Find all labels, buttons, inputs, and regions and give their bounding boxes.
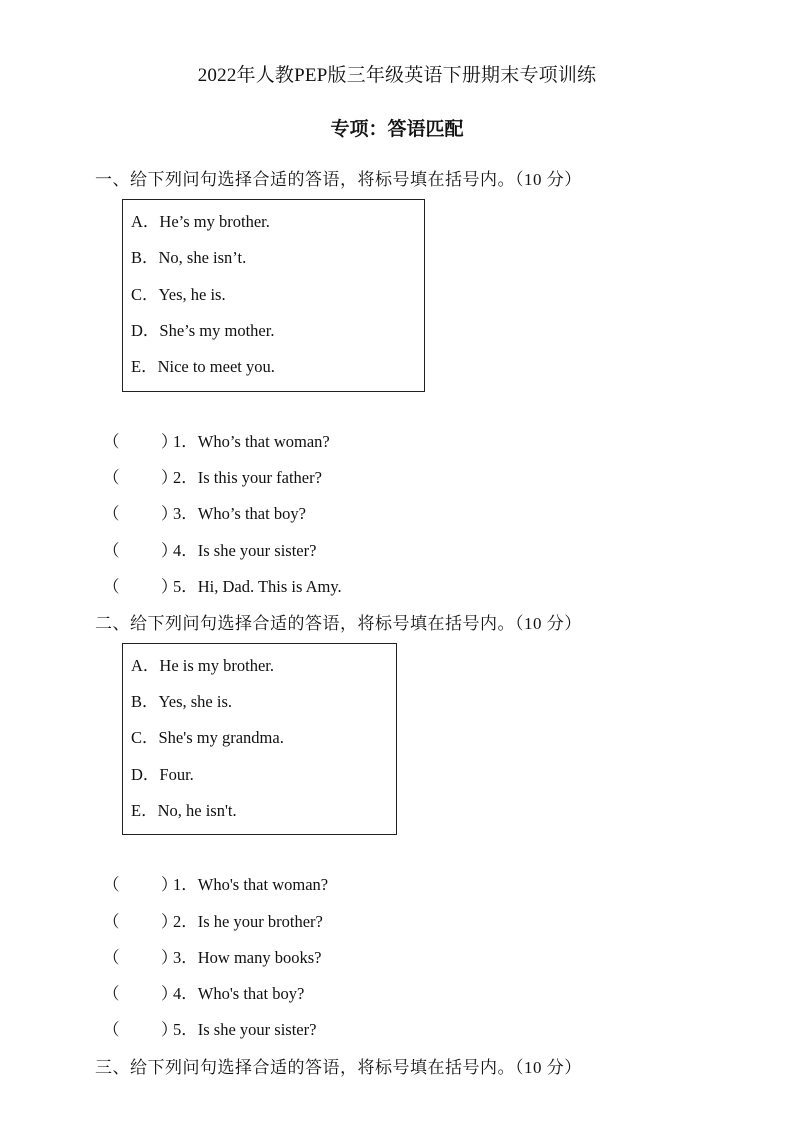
answer-paren-right: ） bbox=[161, 984, 178, 1003]
answer-paren-left: （ bbox=[103, 984, 120, 1003]
option: E．Nice to meet you. bbox=[131, 357, 275, 376]
answer-paren-right: ） bbox=[161, 912, 178, 931]
answer-paren-left: （ bbox=[103, 948, 120, 967]
answer-paren-right: ） bbox=[161, 541, 178, 560]
option: D．Four. bbox=[131, 765, 194, 784]
question bbox=[103, 428, 330, 452]
question bbox=[103, 944, 321, 968]
option: C．She's my grandma. bbox=[131, 728, 284, 747]
answer-paren-right: ） bbox=[161, 1020, 178, 1039]
option: A．He is my brother. bbox=[131, 656, 274, 675]
answer-paren-left: （ bbox=[103, 577, 120, 596]
answer-paren-left: （ bbox=[103, 912, 120, 931]
option: D．She’s my mother. bbox=[131, 321, 275, 340]
question bbox=[103, 500, 306, 524]
answer-paren-right: ） bbox=[161, 948, 178, 967]
answer-paren-right: ） bbox=[161, 468, 178, 487]
answer-paren-left: （ bbox=[103, 1020, 120, 1039]
answer-paren-left: （ bbox=[103, 432, 120, 451]
question bbox=[103, 573, 342, 597]
question-text: 2．Is he your brother? bbox=[173, 912, 323, 931]
answer-paren-left: （ bbox=[103, 468, 120, 487]
question bbox=[103, 871, 328, 895]
document-subtitle: 专项：答语匹配 bbox=[330, 118, 464, 140]
answer-paren-left: （ bbox=[103, 504, 120, 523]
section-3-heading: 三、给下列问句选择合适的答语，将标号填在括号内。（10 分） bbox=[95, 1058, 582, 1077]
question-text: 1．Who’s that woman? bbox=[173, 432, 330, 451]
question bbox=[103, 464, 322, 488]
answer-paren-left: （ bbox=[103, 541, 120, 560]
question bbox=[103, 537, 316, 561]
question-text: 3．Who’s that boy? bbox=[173, 504, 306, 523]
question-text: 5．Is she your sister? bbox=[173, 1020, 317, 1039]
question-text: 1．Who's that woman? bbox=[173, 875, 329, 894]
question-text: 4．Who's that boy? bbox=[173, 984, 305, 1003]
answer-paren-right: ） bbox=[161, 432, 178, 451]
question-text: 4．Is she your sister? bbox=[173, 541, 317, 560]
document-title: 2022年人教PEP版三年级英语下册期末专项训练 bbox=[197, 65, 597, 86]
question-text: 2．Is this your father? bbox=[173, 468, 322, 487]
option: B．No, she isn’t. bbox=[131, 248, 247, 267]
section-2-options-box bbox=[122, 643, 397, 835]
answer-paren-left: （ bbox=[103, 875, 120, 894]
option: C．Yes, he is. bbox=[131, 285, 226, 304]
option: E．No, he isn't. bbox=[131, 801, 237, 820]
section-1-heading: 一、给下列问句选择合适的答语，将标号填在括号内。（10 分） bbox=[95, 170, 582, 189]
question bbox=[103, 908, 323, 932]
section-1-options-box bbox=[122, 199, 425, 392]
section-2-heading: 二、给下列问句选择合适的答语，将标号填在括号内。（10 分） bbox=[95, 614, 582, 633]
question bbox=[103, 1016, 316, 1040]
question-text: 5．Hi, Dad. This is Amy. bbox=[173, 577, 342, 596]
answer-paren-right: ） bbox=[161, 875, 178, 894]
question-text: 3．How many books? bbox=[173, 948, 322, 967]
question bbox=[103, 980, 304, 1004]
answer-paren-right: ） bbox=[161, 504, 178, 523]
option: A．He’s my brother. bbox=[131, 212, 270, 231]
option: B．Yes, she is. bbox=[131, 692, 233, 711]
answer-paren-right: ） bbox=[161, 577, 178, 596]
